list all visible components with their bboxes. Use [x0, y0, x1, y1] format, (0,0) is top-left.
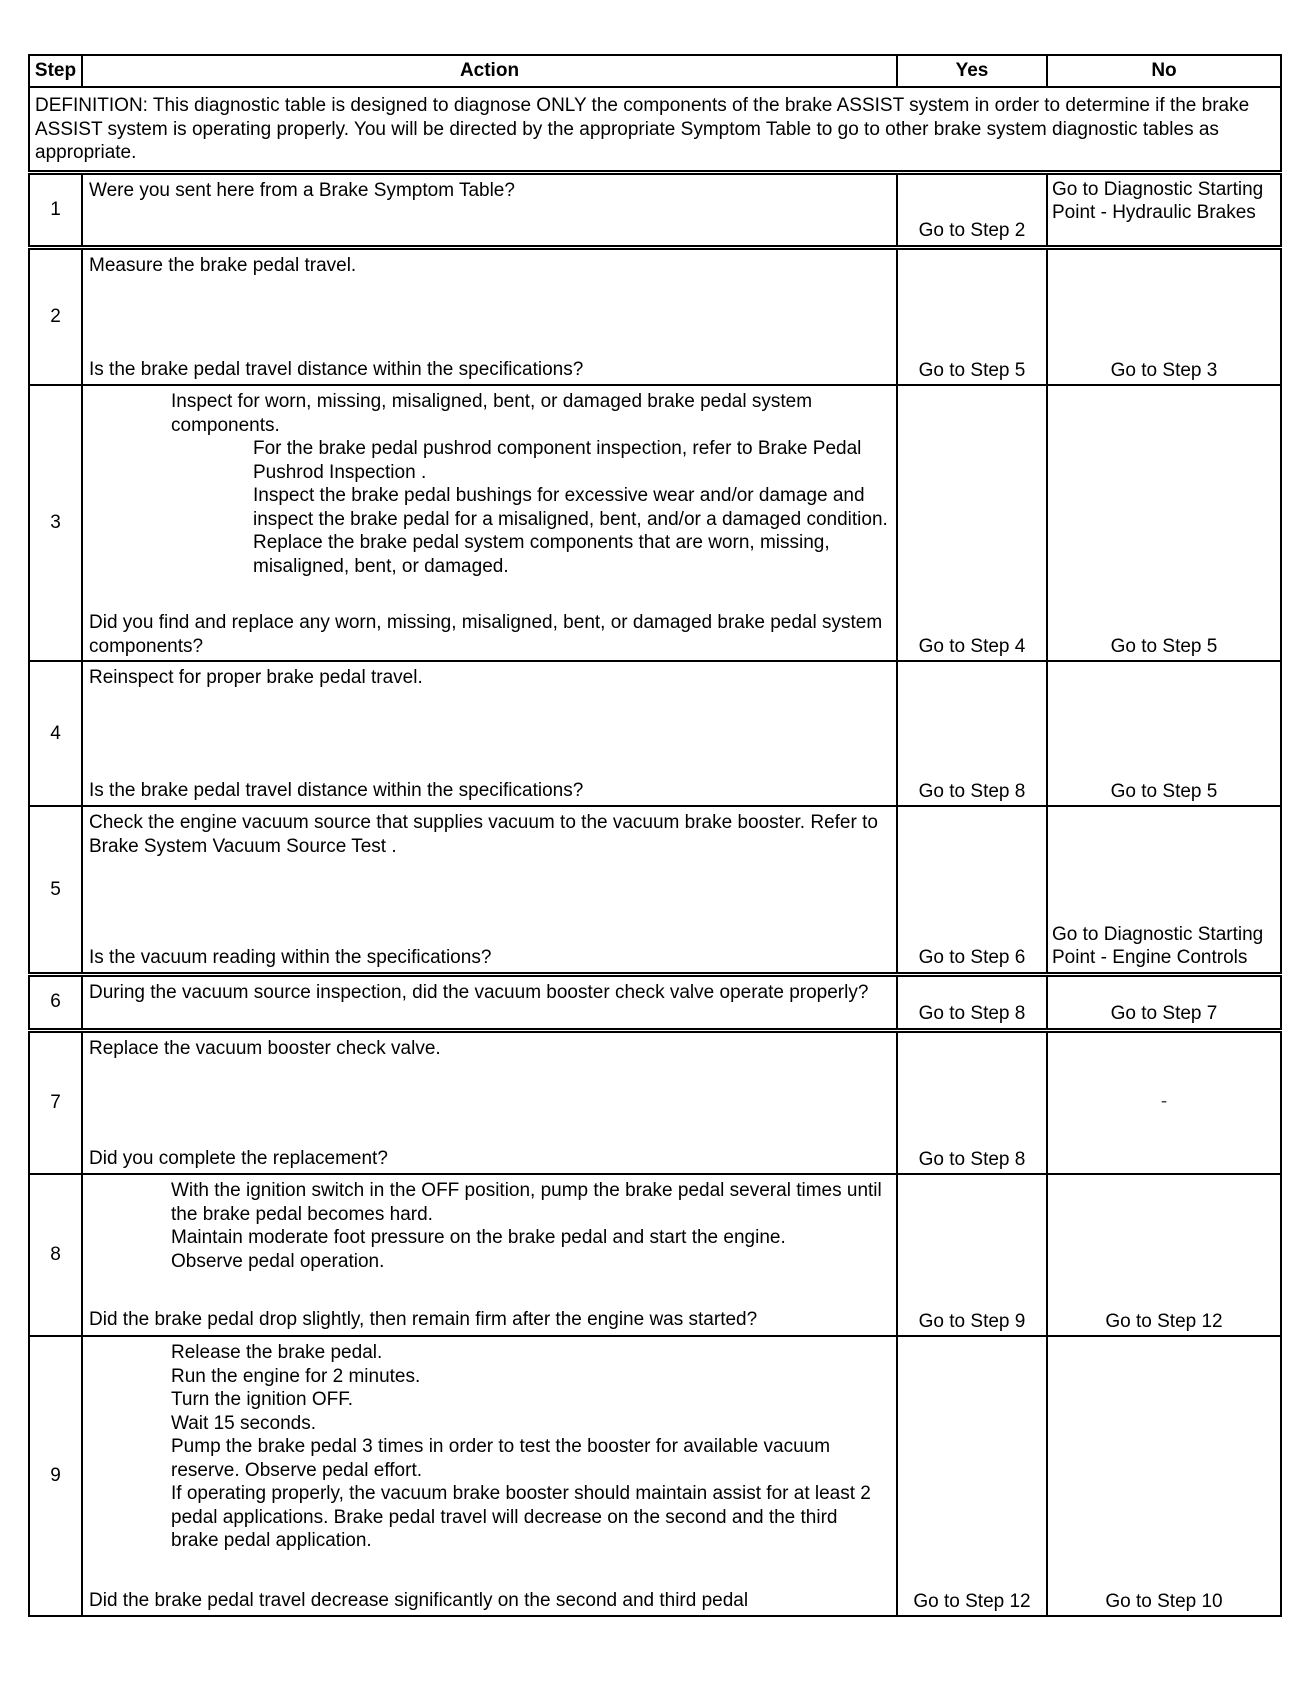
substep: Turn the ignition OFF. — [171, 1389, 353, 1410]
substep: If operating properly, the vacuum brake booster should maintain assist for at least 2 pedal applications. Brake pedal travel will decrease on the second and the third brake pedal application. — [171, 1483, 871, 1551]
substep: With the ignition switch in the OFF position, pump the brake pedal several times until the brake pedal becomes hard. — [171, 1180, 882, 1225]
step-number: 2 — [29, 247, 82, 385]
step-action — [82, 1174, 897, 1336]
step-lead: Check the engine vacuum source that supplies vacuum to the vacuum brake booster. Refer to Brake System Vacuum Source Test . — [89, 812, 878, 857]
step-row-5 — [29, 806, 1281, 974]
yes-cell: Go to Step 9 — [897, 1174, 1047, 1336]
step-question: Is the vacuum reading within the specifications? — [89, 946, 492, 968]
substep: Inspect the brake pedal bushings for excessive wear and/or damage and inspect the brake pedal for a misaligned, bent, and/or a damaged condition. — [253, 485, 888, 530]
substep: Maintain moderate foot pressure on the brake pedal and start the engine. — [171, 1227, 786, 1248]
no-cell: Go to Step 5 — [1047, 661, 1281, 806]
no-cell: - — [1047, 1030, 1281, 1174]
step-lead: Reinspect for proper brake pedal travel. — [89, 667, 423, 688]
no-cell: Go to Step 7 — [1047, 974, 1281, 1030]
no-cell: Go to Step 12 — [1047, 1174, 1281, 1336]
yes-cell: Go to Step 5 — [897, 247, 1047, 385]
header-action: Action — [82, 55, 897, 87]
no-cell: Go to Step 5 — [1047, 385, 1281, 661]
no-cell: Go to Diagnostic Starting Point - Hydraulic Brakes — [1047, 172, 1281, 247]
step-row-8 — [29, 1174, 1281, 1336]
no-cell: Go to Step 3 — [1047, 247, 1281, 385]
step-question: Is the brake pedal travel distance within the specifications? — [89, 359, 584, 380]
step-action — [82, 172, 897, 247]
step-number: 5 — [29, 806, 82, 974]
step-number: 4 — [29, 661, 82, 806]
yes-cell: Go to Step 8 — [897, 661, 1047, 806]
step-number: 3 — [29, 385, 82, 661]
yes-cell: Go to Step 8 — [897, 1030, 1047, 1174]
step-number: 1 — [29, 172, 82, 247]
step-question: Did you complete the replacement? — [89, 1148, 388, 1169]
substep: For the brake pedal pushrod component inspection, refer to Brake Pedal Pushrod Inspection . — [253, 438, 862, 483]
step-action — [82, 247, 897, 385]
step-question: During the vacuum source inspection, did the vacuum booster check valve operate properly? — [89, 981, 869, 1003]
step-action — [82, 1030, 897, 1174]
yes-cell: Go to Step 8 — [897, 974, 1047, 1030]
yes-cell: Go to Step 4 — [897, 385, 1047, 661]
header-step: Step — [29, 55, 82, 87]
step-number: 8 — [29, 1174, 82, 1336]
definition-row — [29, 87, 1281, 172]
no-cell: Go to Diagnostic Starting Point - Engine Controls — [1047, 806, 1281, 974]
step-action — [82, 661, 897, 806]
step-question: Were you sent here from a Brake Symptom Table? — [89, 179, 515, 201]
step-row-4 — [29, 661, 1281, 806]
step-row-2 — [29, 247, 1281, 385]
header-row — [29, 55, 1281, 87]
step-lead: Replace the vacuum booster check valve. — [89, 1037, 441, 1059]
substep: Release the brake pedal. — [171, 1342, 383, 1363]
step-number: 7 — [29, 1030, 82, 1174]
step-question: Did you find and replace any worn, missing, misaligned, bent, or damaged brake pedal system components? — [89, 612, 883, 657]
step-row-7 — [29, 1030, 1281, 1174]
header-yes: Yes — [897, 55, 1047, 87]
substep: Run the engine for 2 minutes. — [171, 1365, 421, 1387]
yes-cell: Go to Step 6 — [897, 806, 1047, 974]
step-action — [82, 806, 897, 974]
step-action — [82, 974, 897, 1030]
step-row-1 — [29, 172, 1281, 247]
definition-text: DEFINITION: This diagnostic table is designed to diagnose ONLY the components of the brake ASSIST system in order to determine if the brake ASSIST system is operating properly. You will be directed by the appropriate Symptom Table to go to other brake system diagnostic tables as appropriate. — [29, 87, 1281, 172]
substep: Wait 15 seconds. — [171, 1412, 317, 1434]
step-action — [82, 385, 897, 661]
step-question: Did the brake pedal drop slightly, then remain firm after the engine was started? — [89, 1308, 758, 1330]
step-question: Did the brake pedal travel decrease significantly on the second and third pedal — [89, 1589, 749, 1611]
yes-cell: Go to Step 2 — [897, 172, 1047, 247]
header-no: No — [1047, 55, 1281, 87]
no-cell: Go to Step 10 — [1047, 1336, 1281, 1616]
yes-cell: Go to Step 12 — [897, 1336, 1047, 1616]
substep: Replace the brake pedal system components that are worn, missing, misaligned, bent, or damaged. — [253, 532, 830, 577]
step-number: 6 — [29, 974, 82, 1030]
step-row-3 — [29, 385, 1281, 661]
step-row-9 — [29, 1336, 1281, 1616]
step-question: Is the brake pedal travel distance within the specifications? — [89, 779, 584, 801]
substep: Inspect for worn, missing, misaligned, bent, or damaged brake pedal system components. — [171, 391, 813, 436]
substep: Observe pedal operation. — [171, 1250, 385, 1272]
step-row-6 — [29, 974, 1281, 1030]
step-action — [82, 1336, 897, 1616]
substep: Pump the brake pedal 3 times in order to test the booster for available vacuum reserve. Observe pedal effort. — [171, 1436, 831, 1481]
step-number: 9 — [29, 1336, 82, 1616]
step-lead: Measure the brake pedal travel. — [89, 254, 357, 276]
diagnostic-table — [28, 54, 1282, 1617]
